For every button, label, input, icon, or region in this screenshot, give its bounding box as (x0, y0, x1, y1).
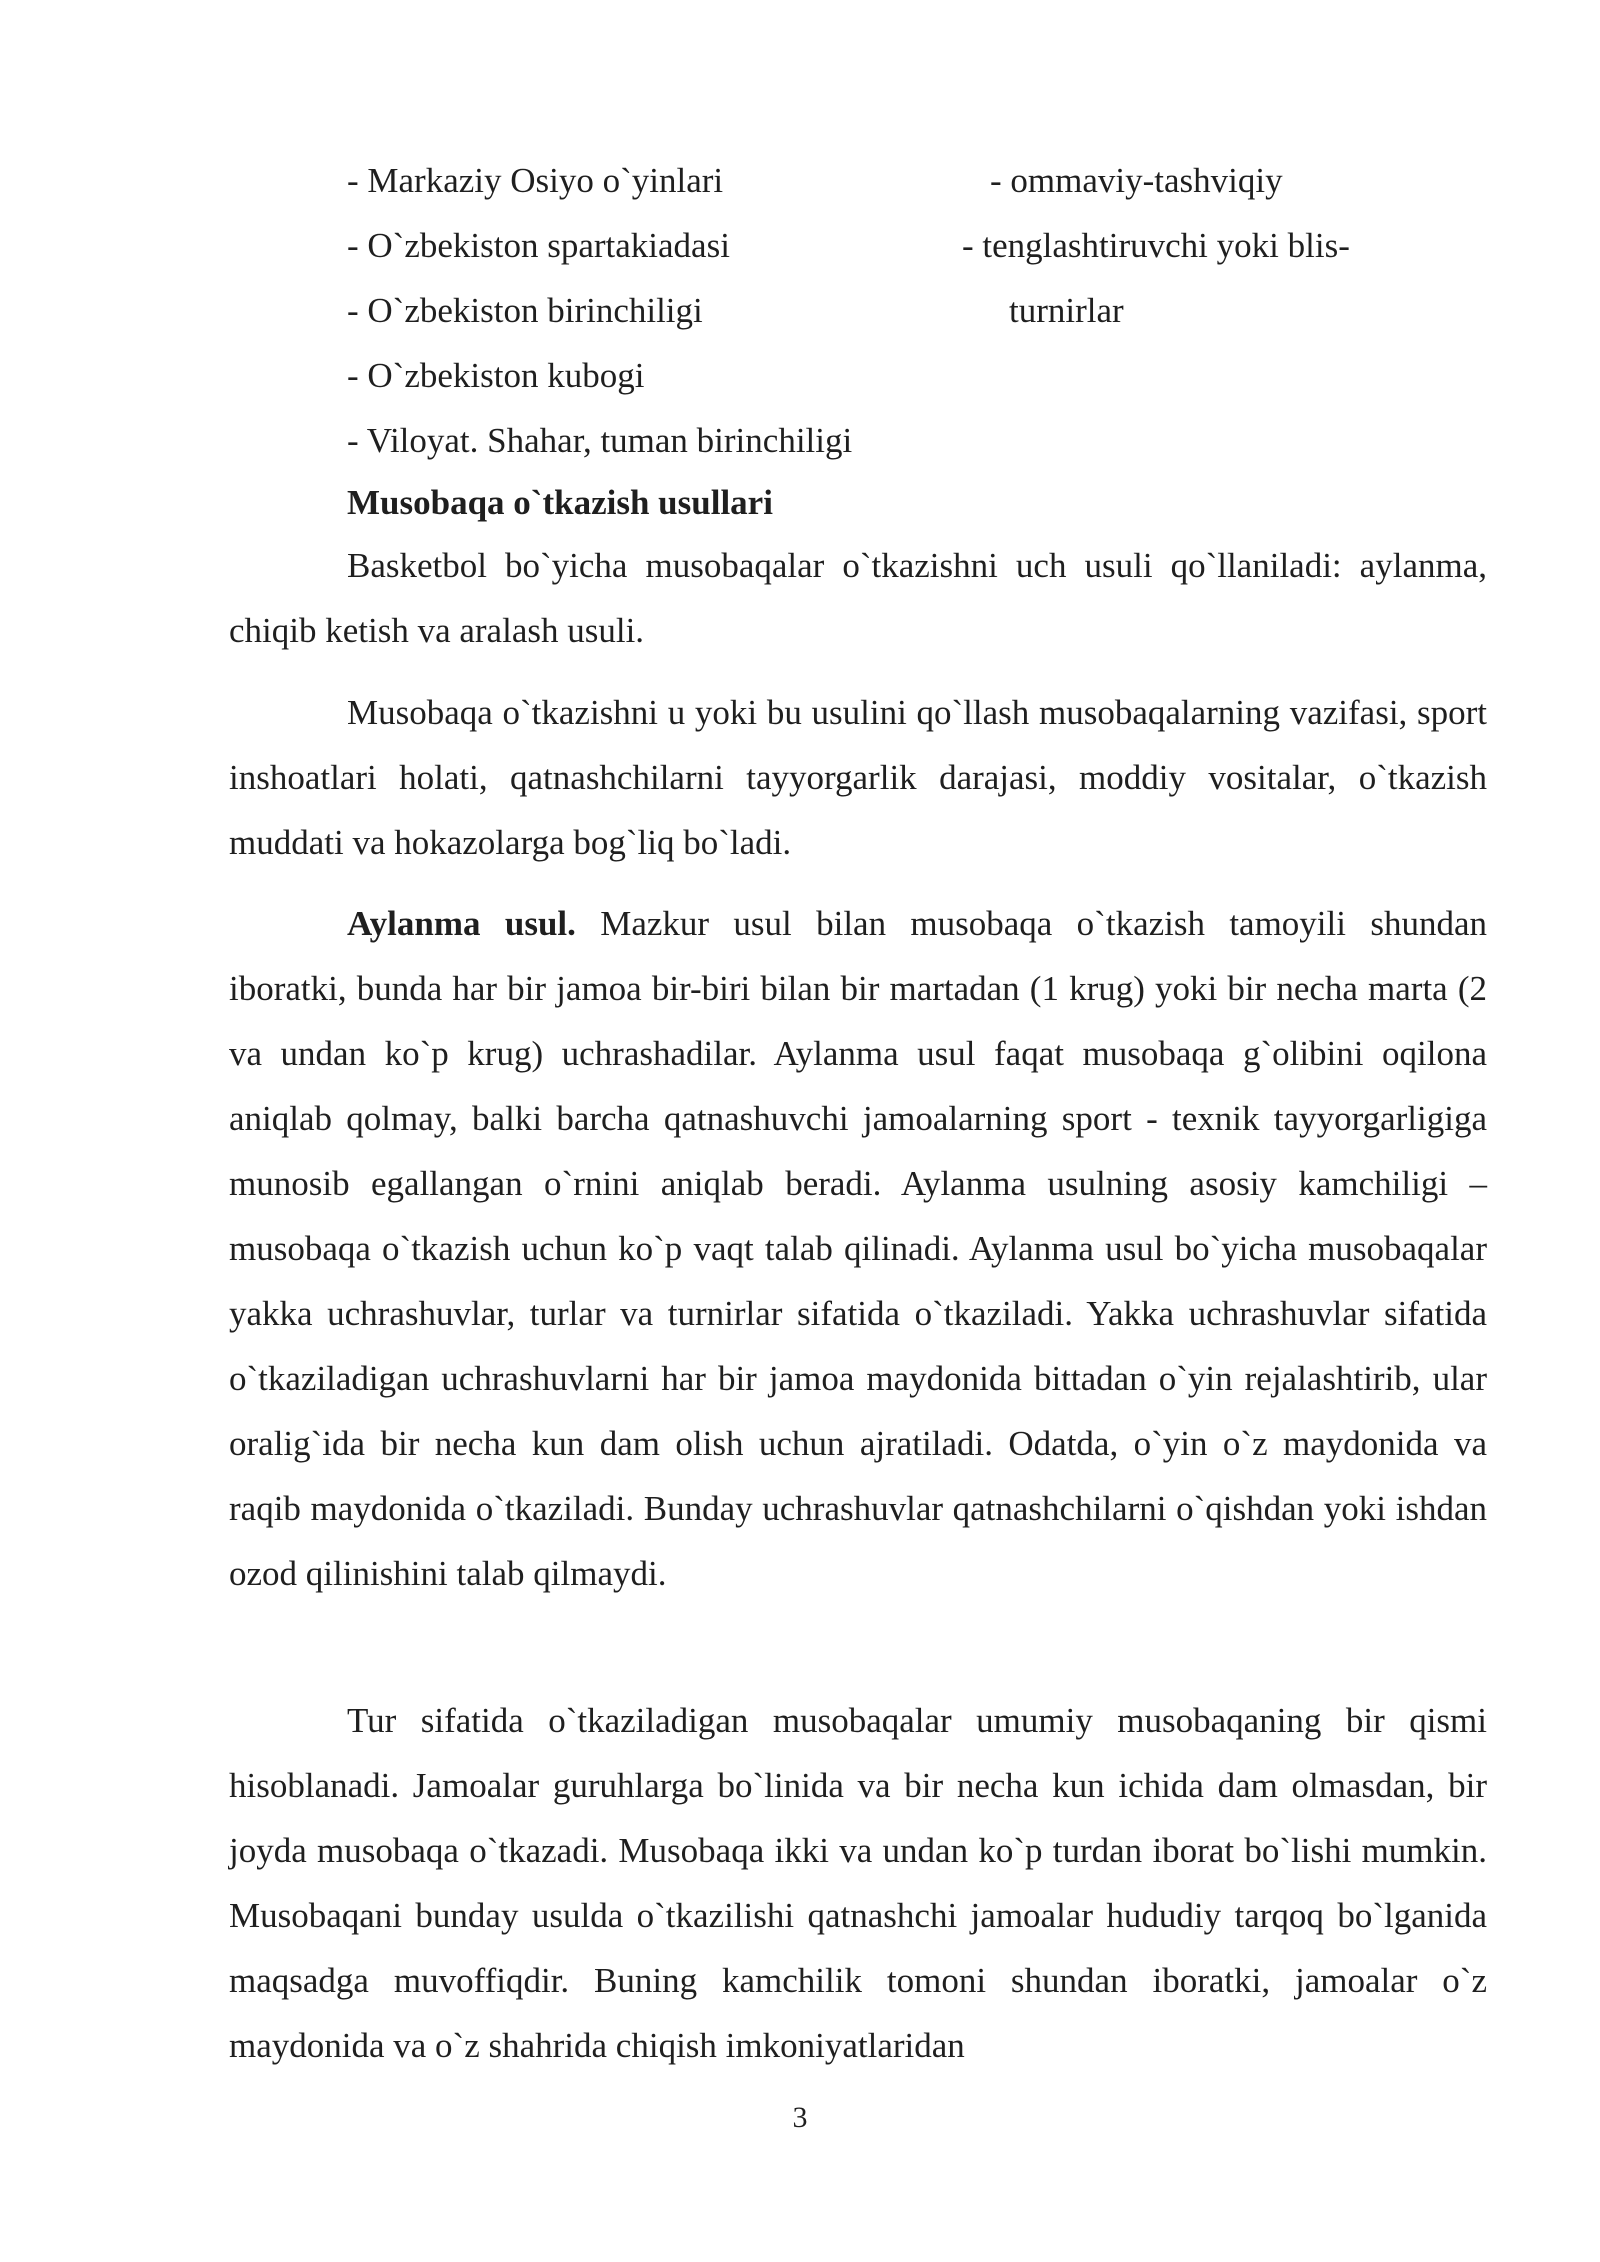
list-item: - O`zbekiston birinchiligi (347, 291, 703, 330)
list-item: - ommaviy-tashviqiy (990, 161, 1283, 200)
paragraph: Tur sifatida o`tkaziladigan musobaqalar umumiy musobaqaning bir qismi hisoblanadi. Jamoalar guruhlarga bo`linida va bir necha kun ichida dam olmasdan, bir joyda musobaqa o`tkazadi. Musobaqa ikki va undan ko`p turdan iborat bo`lishi mumkin. Musobaqani bunday usulda o`tkazilishi qatnashchi jamoalar hududiy tarqoq bo`lganida maqsadga muvoffiqdir. Buning kamchilik tomoni shundan iboratki, jamoalar o`z maydonida va o`z shahrida chiqish imkoniyatlaridan (229, 1701, 1487, 2065)
paragraph: Musobaqa o`tkazishni u yoki bu usulini qo`llash musobaqalarning vazifasi, sport inshoatlari holati, qatnashchilarni tayyorgarlik darajasi, moddiy vositalar, o`tkazish muddati va hokazolarga bog`liq bo`ladi. (229, 693, 1487, 862)
paragraph (229, 891, 1487, 1606)
list-item: - Viloyat. Shahar, tuman birinchiligi (347, 421, 853, 460)
paragraph-text: Mazkur usul bilan musobaqa o`tkazish tamoyili shundan iboratki, bunda har bir jamoa bir-biri bilan bir martadan (1 krug) yoki bir necha marta (2 va undan ko`p krug) uchrashadilar. Aylanma usul faqat musobaqa g`olibini oqilona aniqlab qolmay, balki barcha qatnashuvchi jamoalarning sport - texnik tayyorgarligiga munosib egallangan o`rnini aniqlab beradi. Aylanma usulning asosiy kamchiligi – musobaqa o`tkazish uchun ko`p vaqt talab qilinadi. Aylanma usul bo`yicha musobaqalar yakka uchrashuvlar, turlar va turnirlar sifatida o`tkaziladi. Yakka uchrashuvlar sifatida o`tkaziladigan uchrashuvlarni har bir jamoa maydonida bittadan o`yin rejalashtirib, ular oralig`ida bir necha kun dam olish uchun ajratiladi. Odatda, o`yin o`z maydonida va raqib maydonida o`tkaziladi. Bunday uchrashuvlar qatnashchilarni o`qishdan yoki ishdan ozod qilinishini talab qilmaydi. (229, 904, 1487, 1593)
list-item: turnirlar (1009, 291, 1124, 330)
list-row (347, 278, 1497, 343)
page-number: 3 (792, 2101, 808, 2134)
competition-list (347, 148, 1497, 473)
list-item: - tenglashtiruvchi yoki blis- (962, 226, 1350, 265)
list-item: - Markaziy Osiyo o`yinlari (347, 161, 724, 200)
list-row (347, 213, 1497, 278)
paragraph: Basketbol bo`yicha musobaqalar o`tkazishni uch usuli qo`llaniladi: aylanma, chiqib ketish va aralash usuli. (229, 546, 1487, 650)
list-item: - O`zbekiston spartakiadasi (347, 226, 730, 265)
list-item: - O`zbekiston kubogi (347, 356, 645, 395)
section-heading: Musobaqa o`tkazish usullari (347, 483, 773, 522)
list-row (347, 343, 1497, 408)
paragraph-lead-bold: Aylanma usul. (347, 904, 576, 943)
list-row (347, 148, 1497, 213)
list-row (347, 408, 1497, 473)
